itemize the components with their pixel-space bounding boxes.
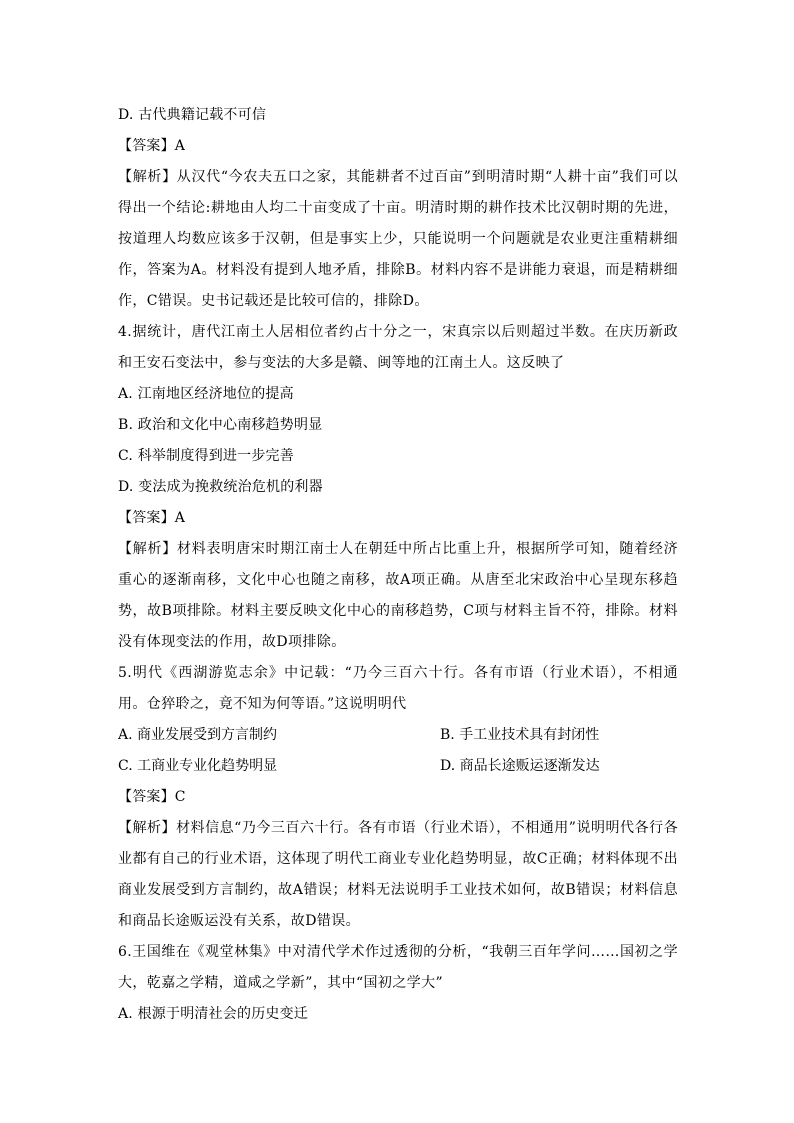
- q5-option-c: C. 工商业专业化趋势明显: [118, 758, 278, 774]
- q5-answer: 【答案】C: [118, 789, 186, 805]
- q3-explanation: 【解析】从汉代“今农夫五口之家，其能耕者不过百亩”到明清时期“人耕十亩”我们可以得出一个结论:耕地由人均二十亩变成了十亩。明清时期的耕作技术比汉朝时期的先进，按道理人均数应该多于汉朝，但是事实上少，只能说明一个问题就是农业更注重精耕细作，答案为A。材料没有提到人地矛盾，排除B。材料内容不是讲能力衰退，而是精耕细作，C错误。史书记载还是比较可信的，排除D。: [118, 169, 678, 309]
- q3-answer: 【答案】A: [118, 138, 186, 154]
- q5-option-b: B. 手工业技术具有封闭性: [440, 727, 600, 743]
- q4-explanation: 【解析】材料表明唐宋时期江南士人在朝廷中所占比重上升，根据所学可知，随着经济重心的逐渐南移，文化中心也随之南移，故A项正确。从唐至北宋政治中心呈现东移趋势，故B项排除。材料主要反映文化中心的南移趋势，C项与材料主旨不符，排除。材料没有体现变法的作用，故D项排除。: [118, 541, 678, 650]
- q5-options-row-2: [118, 751, 678, 782]
- q4-option-d: D. 变法成为挽救统治危机的利器: [118, 479, 323, 495]
- q5-option-d: D. 商品长途贩运逐渐发达: [440, 758, 600, 774]
- document-page: [118, 100, 678, 1030]
- q3-option-d: D. 古代典籍记载不可信: [118, 107, 267, 123]
- q5-options-row-1: [118, 720, 678, 751]
- q6-stem: 6.王国维在《观堂林集》中对清代学术作过透彻的分析，“我朝三百年学问……国初之学大，乾嘉之学精，道咸之学新”，其中“国初之学大”: [118, 944, 678, 991]
- q4-answer: 【答案】A: [118, 510, 186, 526]
- q4-option-c: C. 科举制度得到进一步完善: [118, 448, 294, 464]
- q4-option-b: B. 政治和文化中心南移趋势明显: [118, 417, 323, 433]
- q5-explanation: 【解析】材料信息“乃今三百六十行。各有市语（行业术语），不相通用”说明明代各行各业都有自己的行业术语，这体现了明代工商业专业化趋势明显，故C正确；材料体现不出商业发展受到方言制约，故A错误；材料无法说明手工业技术如何，故B错误；材料信息和商品长途贩运没有关系，故D错误。: [118, 820, 678, 929]
- q4-option-a: A. 江南地区经济地位的提高: [118, 386, 294, 402]
- q6-option-a: A. 根源于明清社会的历史变迁: [118, 1006, 309, 1022]
- q5-stem: 5.明代《西湖游览志余》中记载：“乃今三百六十行。各有市语（行业术语），不相通用。仓猝聆之，竟不知为何等语。”这说明明代: [118, 665, 678, 712]
- q4-stem: 4.据统计，唐代江南土人居相位者约占十分之一，宋真宗以后则超过半数。在庆历新政和王安石变法中，参与变法的大多是赣、闽等地的江南土人。这反映了: [118, 324, 678, 371]
- q5-option-a: A. 商业发展受到方言制约: [118, 727, 278, 743]
